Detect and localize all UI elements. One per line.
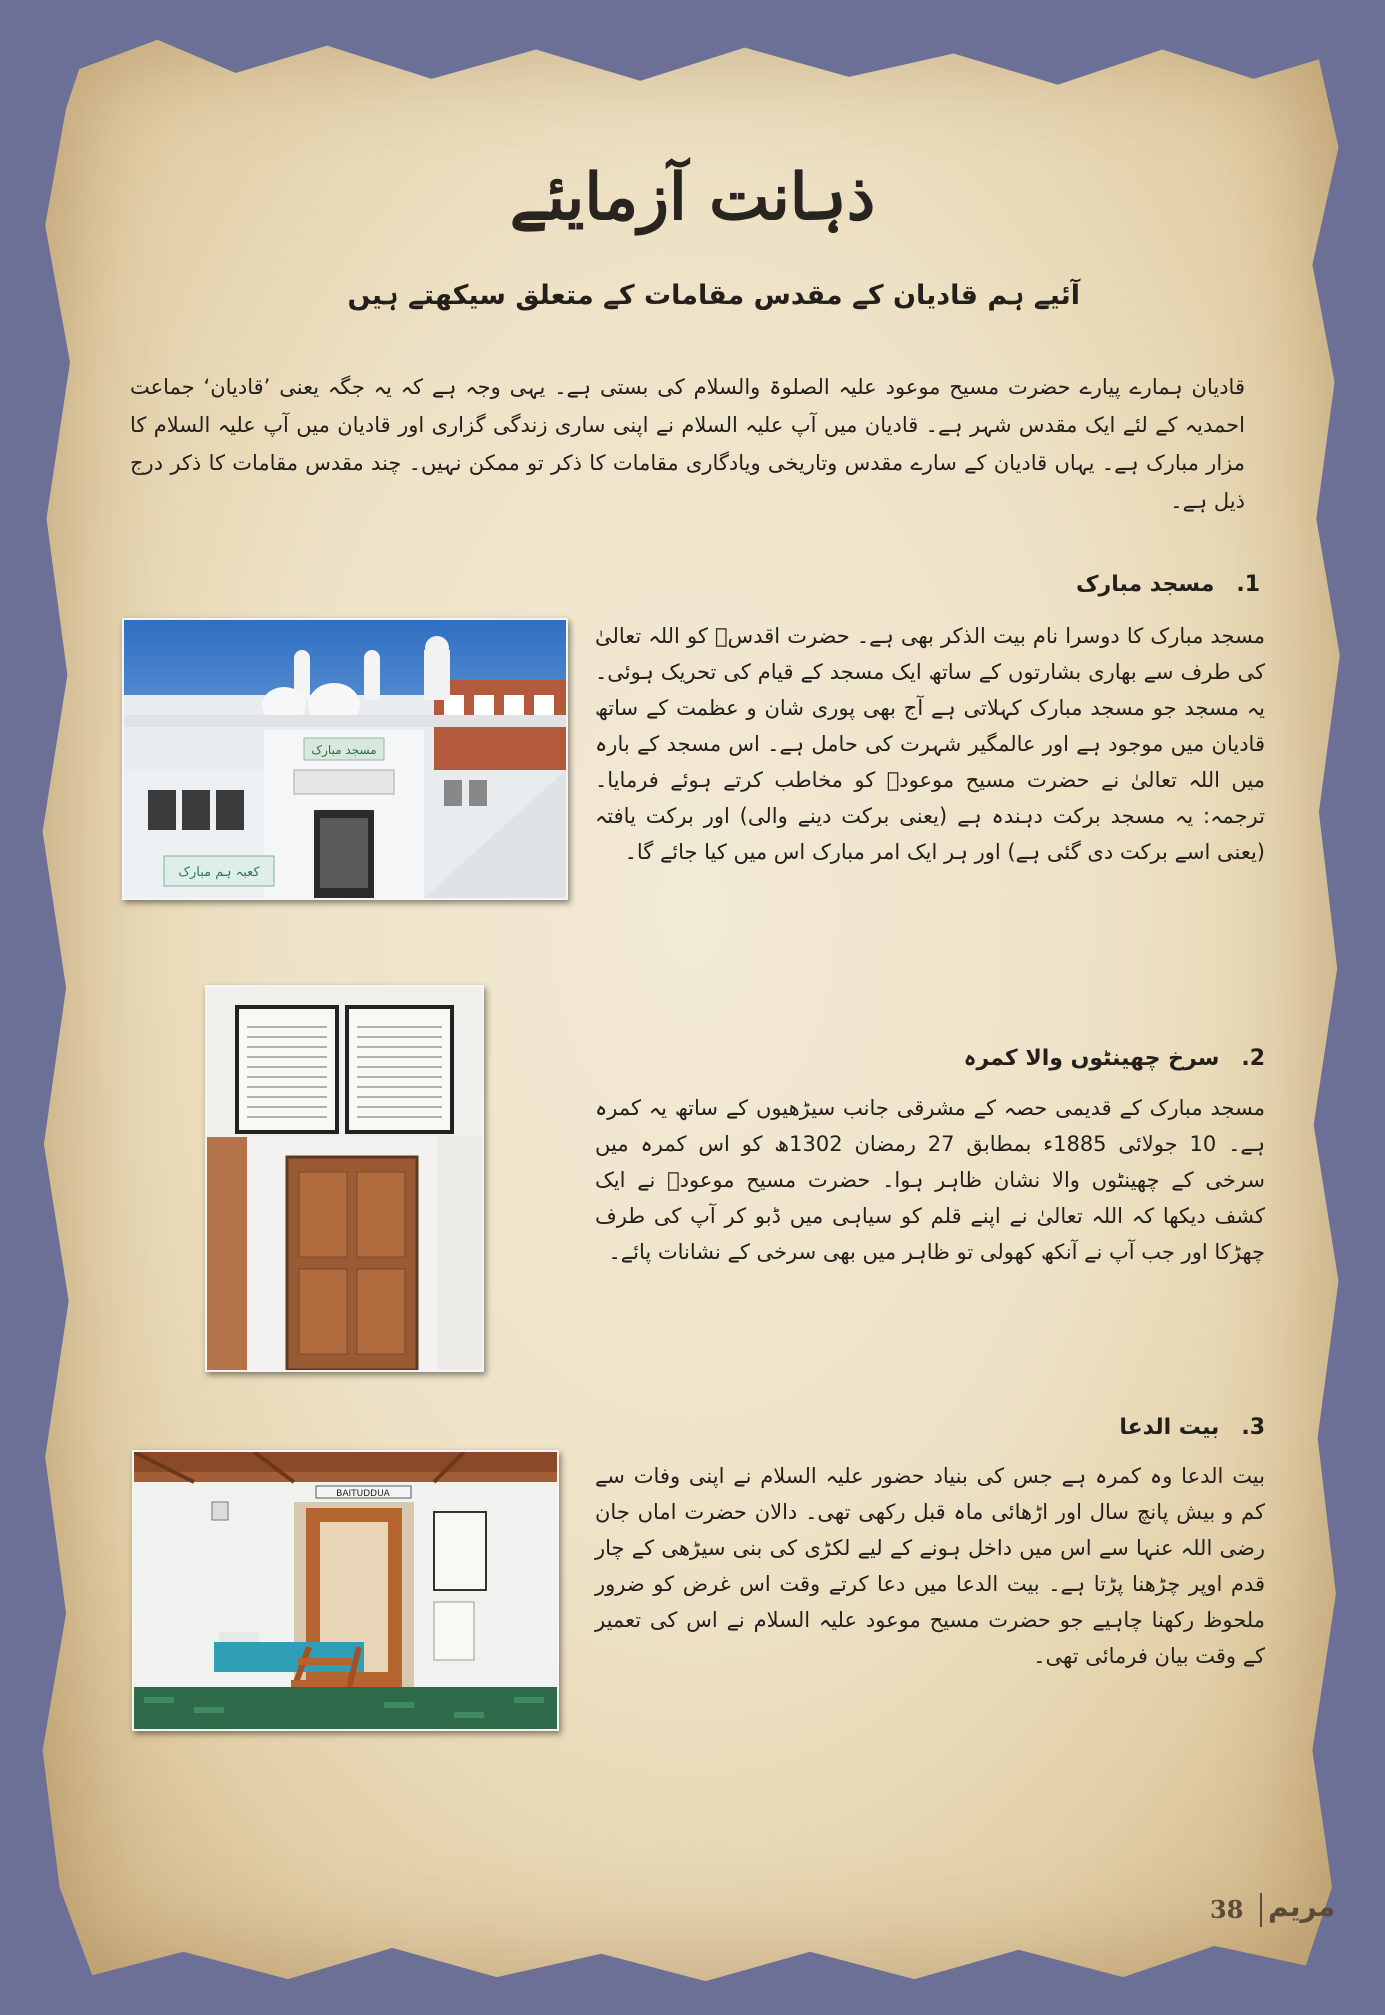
section-3-number: 3. (1241, 1415, 1265, 1440)
section-2-title: سرخ چھینٹوں والا کمرہ (963, 1046, 1220, 1071)
baitud-dua-photo (132, 1450, 559, 1731)
section-3-text: بیت الدعا وہ کمرہ ہے جس کی بنیاد حضور علیہ السلام نے اپنی وفات سے کم و بیش پانچ سال اور اڑھائی ماہ قبل رکھی تھی۔ دالان حضرت اماں جان رضی اللہ عنہا سے اس میں داخل ہونے کے لیے لکڑی کی بنی سیڑھی کے چار قدم اوپر چڑھنا پڑتا ہے۔ بیت الدعا میں دعا کرتے وقت اس غرض کو ضرور ملحوظ رکھنا چاہیے جو حضرت مسیح موعود علیہ السلام نے اس کی تعمیر کے وقت بیان فرمائی تھی۔ (595, 1464, 1265, 1668)
section-1-number: 1. (1236, 572, 1260, 597)
page-subtitle: آئیے ہم قادیان کے مقدس مقامات کے متعلق سیکھتے ہیں (347, 280, 1080, 311)
section-1-heading (900, 572, 1260, 597)
section-1-title: مسجد مبارک (1076, 572, 1215, 597)
section-3-heading (900, 1415, 1265, 1440)
masjid-sign-text: مسجد مبارک (311, 743, 377, 757)
baitud-dua-sign-text: BAITUDDUA (336, 1489, 390, 1499)
section-2-number: 2. (1241, 1046, 1265, 1071)
page-title: ذہانت آزمایئے (509, 160, 876, 235)
masjid-plaque-text: کعبہ ہم مبارک (178, 865, 260, 880)
section-1-text: مسجد مبارک کا دوسرا نام بیت الذکر بھی ہے۔ حضرت اقدسؑ کو اللہ تعالیٰ کی طرف سے بھاری بشارتوں کے ساتھ ایک مسجد کے قیام کی تحریک ہوئی۔ یہ مسجد جو مسجد مبارک کہلاتی ہے آج بھی پوری شان و عظمت کے ساتھ قادیان میں موجود ہے اور عالمگیر شہرت کی حامل ہے۔ اس مسجد کے بارہ میں اللہ تعالیٰ نے حضرت مسیح موعودؑ کو مخاطب کرتے ہوئے فرمایا۔ ترجمہ: یہ مسجد برکت دہندہ ہے (یعنی برکت دینے والی) اور برکت یافتہ (یعنی اسے برکت دی گئی ہے) اور ہر ایک امر مبارک اس میں کیا جائے گا۔ (595, 624, 1265, 864)
masjid-mubarak-photo (122, 618, 568, 900)
section-3-title: بیت الدعا (1119, 1415, 1220, 1440)
red-drops-room-photo (205, 985, 484, 1372)
page-number: 38 (1210, 1895, 1244, 1924)
intro-paragraph: قادیان ہمارے پیارے حضرت مسیح موعود علیہ الصلوۃ والسلام کی بستی ہے۔ یہی وجہ ہے کہ یہ جگہ یعنی ’قادیان‘ جماعت احمدیہ کے لئے ایک مقدس شہر ہے۔ قادیان میں آپ علیہ السلام نے اپنی ساری زندگی گزاری اور قادیان میں آپ علیہ السلام کا مزار مبارک ہے۔ یہاں قادیان کے سارے مقدس وتاریخی ویادگاری مقامات کا ذکر تو ممکن نہیں۔ چند مقدس مقامات کا ذکر درج ذیل ہے۔ (130, 375, 1245, 513)
page-number-divider (1260, 1893, 1262, 1927)
section-2-text: مسجد مبارک کے قدیمی حصہ کے مشرقی جانب سیڑھیوں کے ساتھ یہ کمرہ ہے۔ 10 جولائی 1885ء بمطابق 27 رمضان 1302ھ کو اس کمرہ میں سرخی کے چھینٹوں والا نشان ظاہر ہوا۔ حضرت مسیح موعودؑ نے ایک کشف دیکھا کہ اللہ تعالیٰ نے اپنے قلم کو سیاہی میں ڈبو کر آپ کی طرف چھڑکا اور جب آپ نے آنکھ کھولی تو ظاہر میں بھی سرخی کے نشانات پائے۔ (595, 1096, 1265, 1264)
magazine-mark: مریم (1268, 1890, 1336, 1923)
section-2-heading (880, 1046, 1265, 1071)
